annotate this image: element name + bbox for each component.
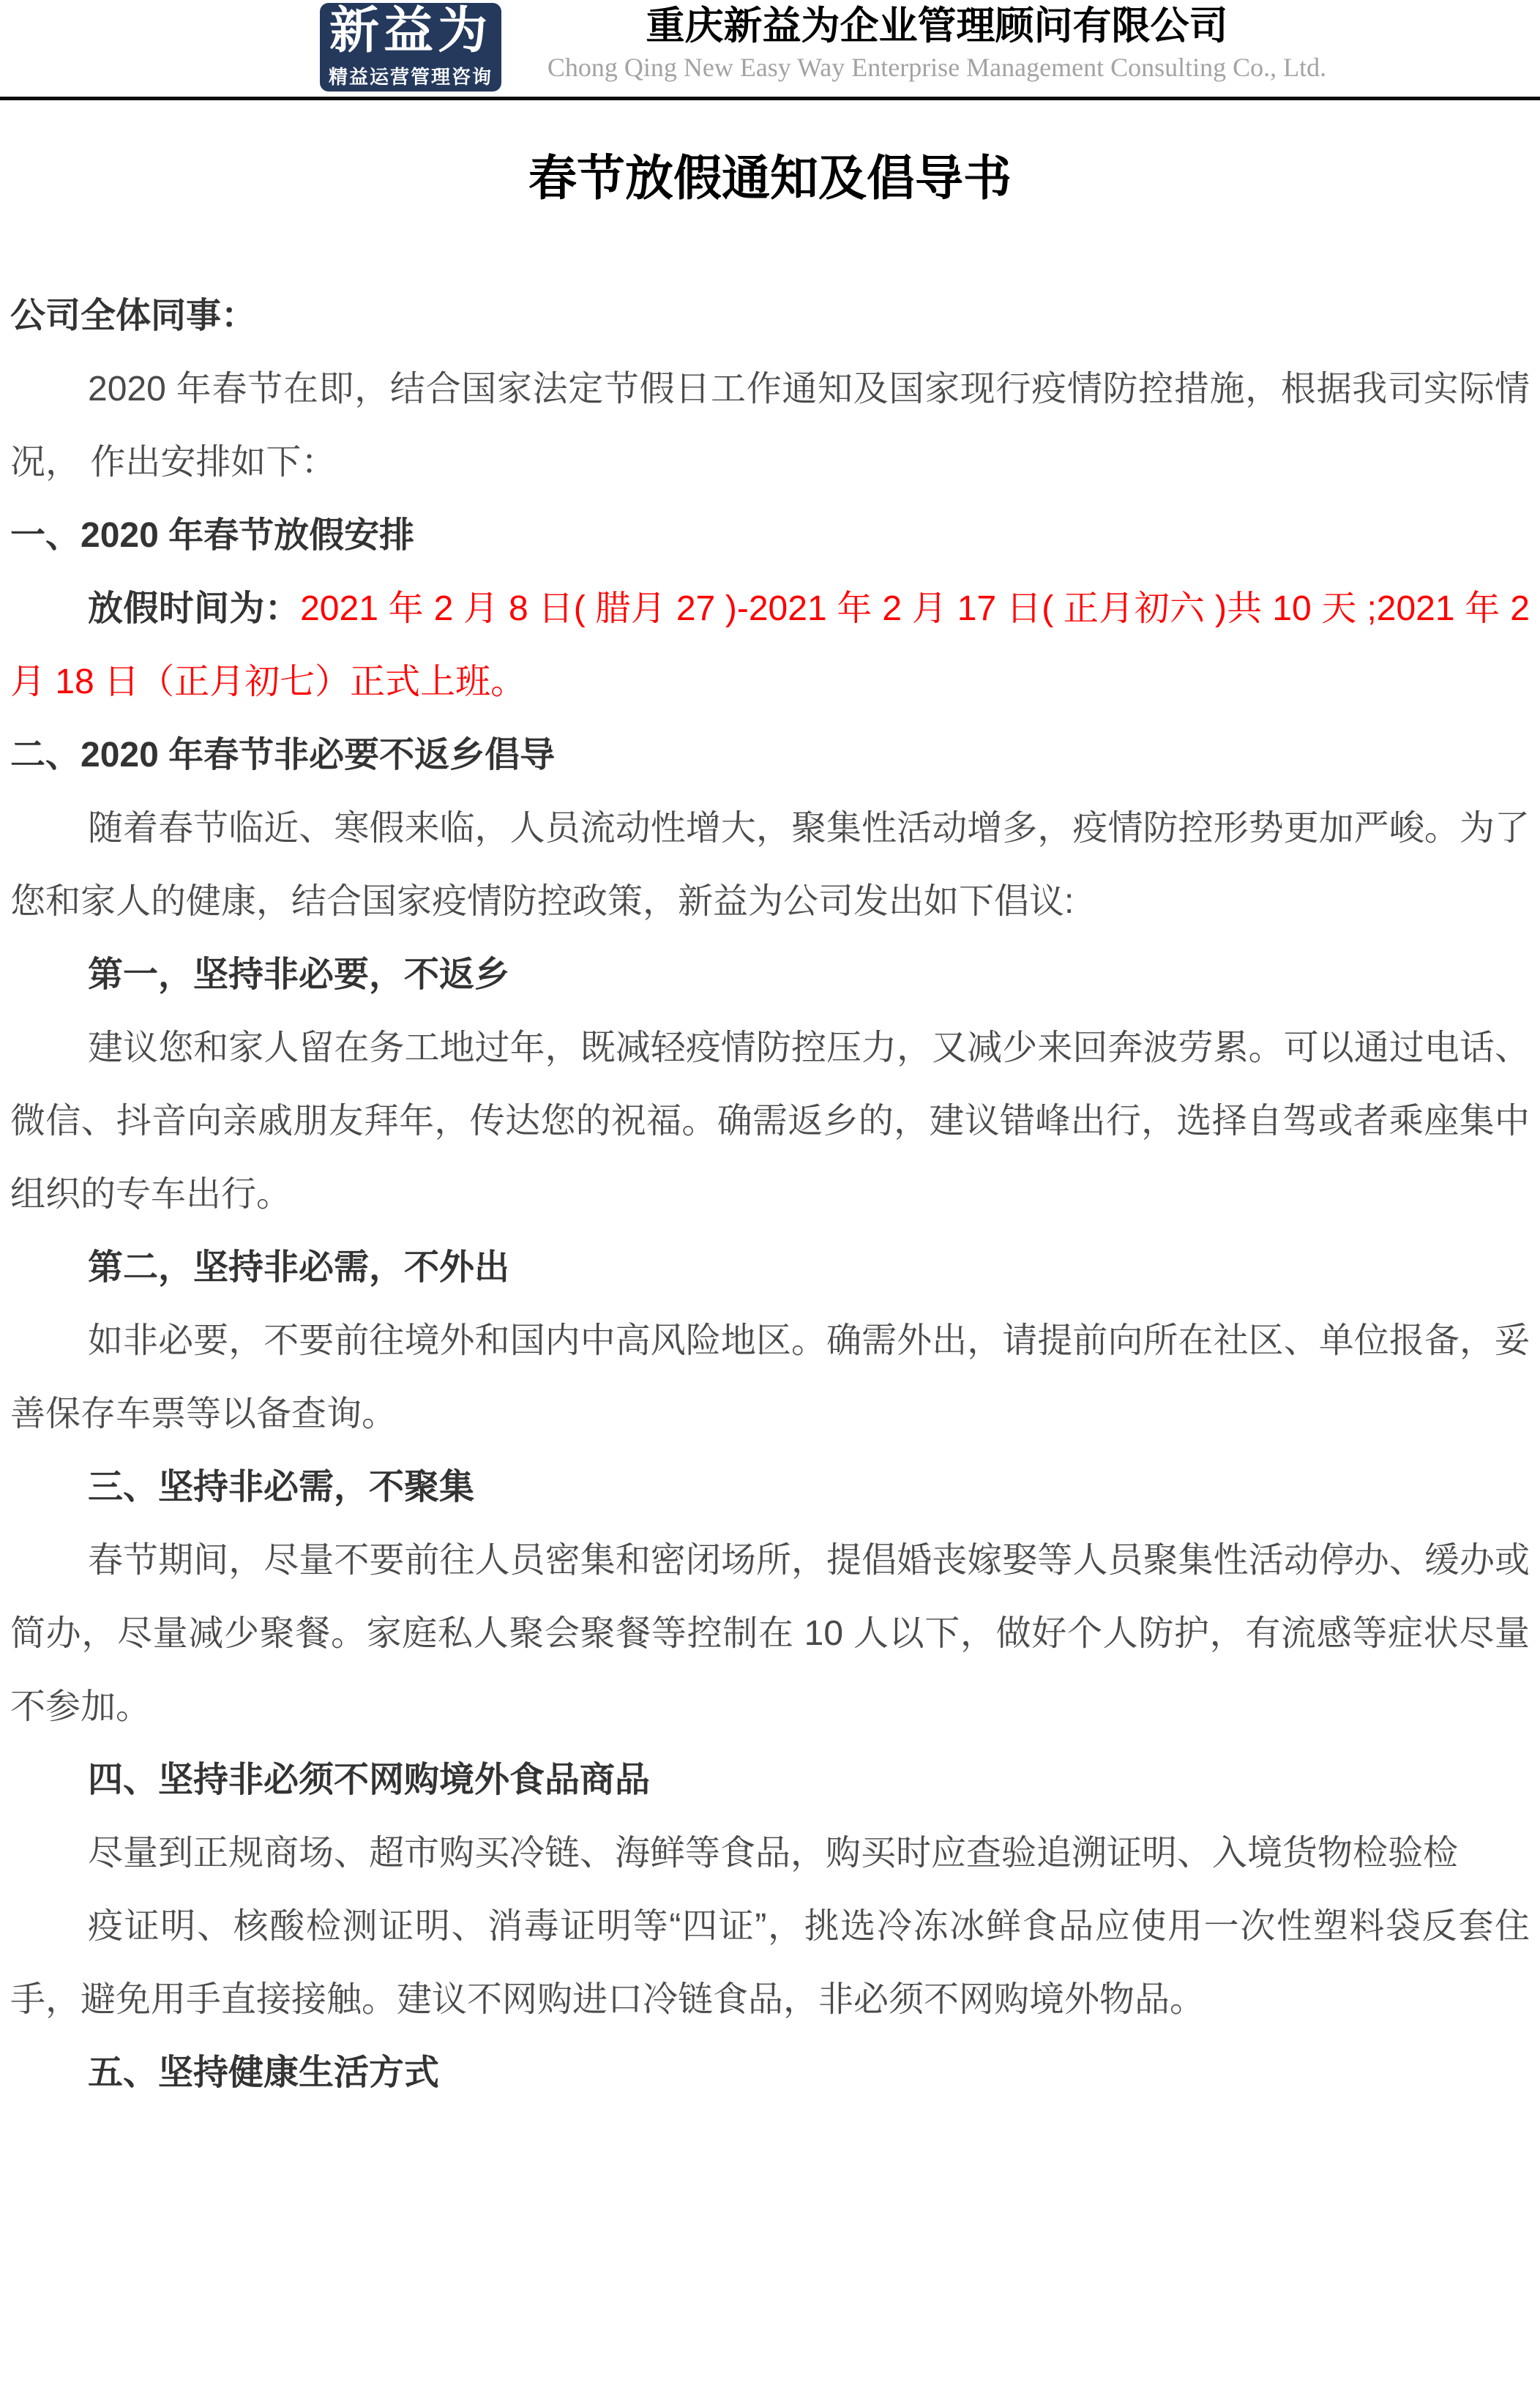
document-body [0,147,1540,2110]
item2-paragraph: 如非必要，不要前往境外和国内中高风险地区。确需外出，请提前向所在社区、单位报备，妥善保存车票等以备查询。 [10,1321,1530,1433]
section3-heading: 三、坚持非必需，不聚集 [88,1467,475,1507]
advocacy-paragraph: 随着春节临近、寒假来临，人员流动性增大，聚集性活动增多，疫情防控形势更加严峻。为了您和家人的健康，结合国家疫情防控政策，新益为公司发出如下倡议: [10,808,1530,921]
logo-sub-text: 精益运营管理咨询 [328,65,493,88]
section2-heading: 二、2020 年春节非必要不返乡倡导 [10,735,556,775]
letterhead [0,0,1540,100]
company-name-block [476,4,1398,83]
item2-heading: 第二，坚持非必需，不外出 [88,1247,510,1287]
section4-heading: 四、坚持非必须不网购境外食品商品 [88,1760,651,1799]
section4-paragraph-1: 尽量到正规商场、超市购买冷链、海鲜等食品，购买时应查验追溯证明、入境货物检验检 [88,1833,1459,1873]
item1-paragraph: 建议您和家人留在务工地过年，既减轻疫情防控压力，又减少来回奔波劳累。可以通过电话、微信、抖音向亲戚朋友拜年，传达您的祝福。确需返乡的，建议错峰出行，选择自驾或者乘座集中组织的专车出行。 [10,1028,1530,1214]
logo-main-text: 新益为 [329,2,492,59]
holiday-time-lead: 放假时间为： [88,589,301,628]
holiday-dates-text: 2021 年 2 月 8 日( 腊月 27 )-2021 年 2 月 17 日( 正月初六 )共 10 天 ;2021 年 2 月 18 日（正月初七）正式上班。 [10,589,1530,701]
holiday-time-paragraph [10,572,1530,719]
section5-heading: 五、坚持健康生活方式 [88,2053,440,2092]
company-logo [320,3,501,92]
intro-paragraph: 2020 年春节在即，结合国家法定节假日工作通知及国家现行疫情防控措施，根据我司实际情况， 作出安排如下： [10,369,1530,482]
company-name-en: Chong Qing New Easy Way Enterprise Management Consulting Co., Ltd. [547,52,1327,82]
page-title: 春节放假通知及倡导书 [528,151,1012,205]
salutation: 公司全体同事： [10,296,257,335]
company-name-cn: 重庆新益为企业管理顾问有限公司 [646,4,1228,48]
item1-heading: 第一，坚持非必要，不返乡 [88,955,510,994]
section4-paragraph-2: 疫证明、核酸检测证明、消毒证明等“四证”，挑选冷冻冰鲜食品应使用一次性塑料袋反套住手，避免用手直接接触。建议不网购进口冷链食品，非必须不网购境外物品。 [10,1906,1530,2019]
section1-heading: 一、2020 年春节放假安排 [10,515,415,555]
section3-paragraph: 春节期间，尽量不要前往人员密集和密闭场所，提倡婚丧嫁娶等人员聚集性活动停办、缓办或简办，尽量减少聚餐。家庭私人聚会聚餐等控制在 10 人以下，做好个人防护，有流感等症状尽量不参加。 [10,1540,1530,1726]
